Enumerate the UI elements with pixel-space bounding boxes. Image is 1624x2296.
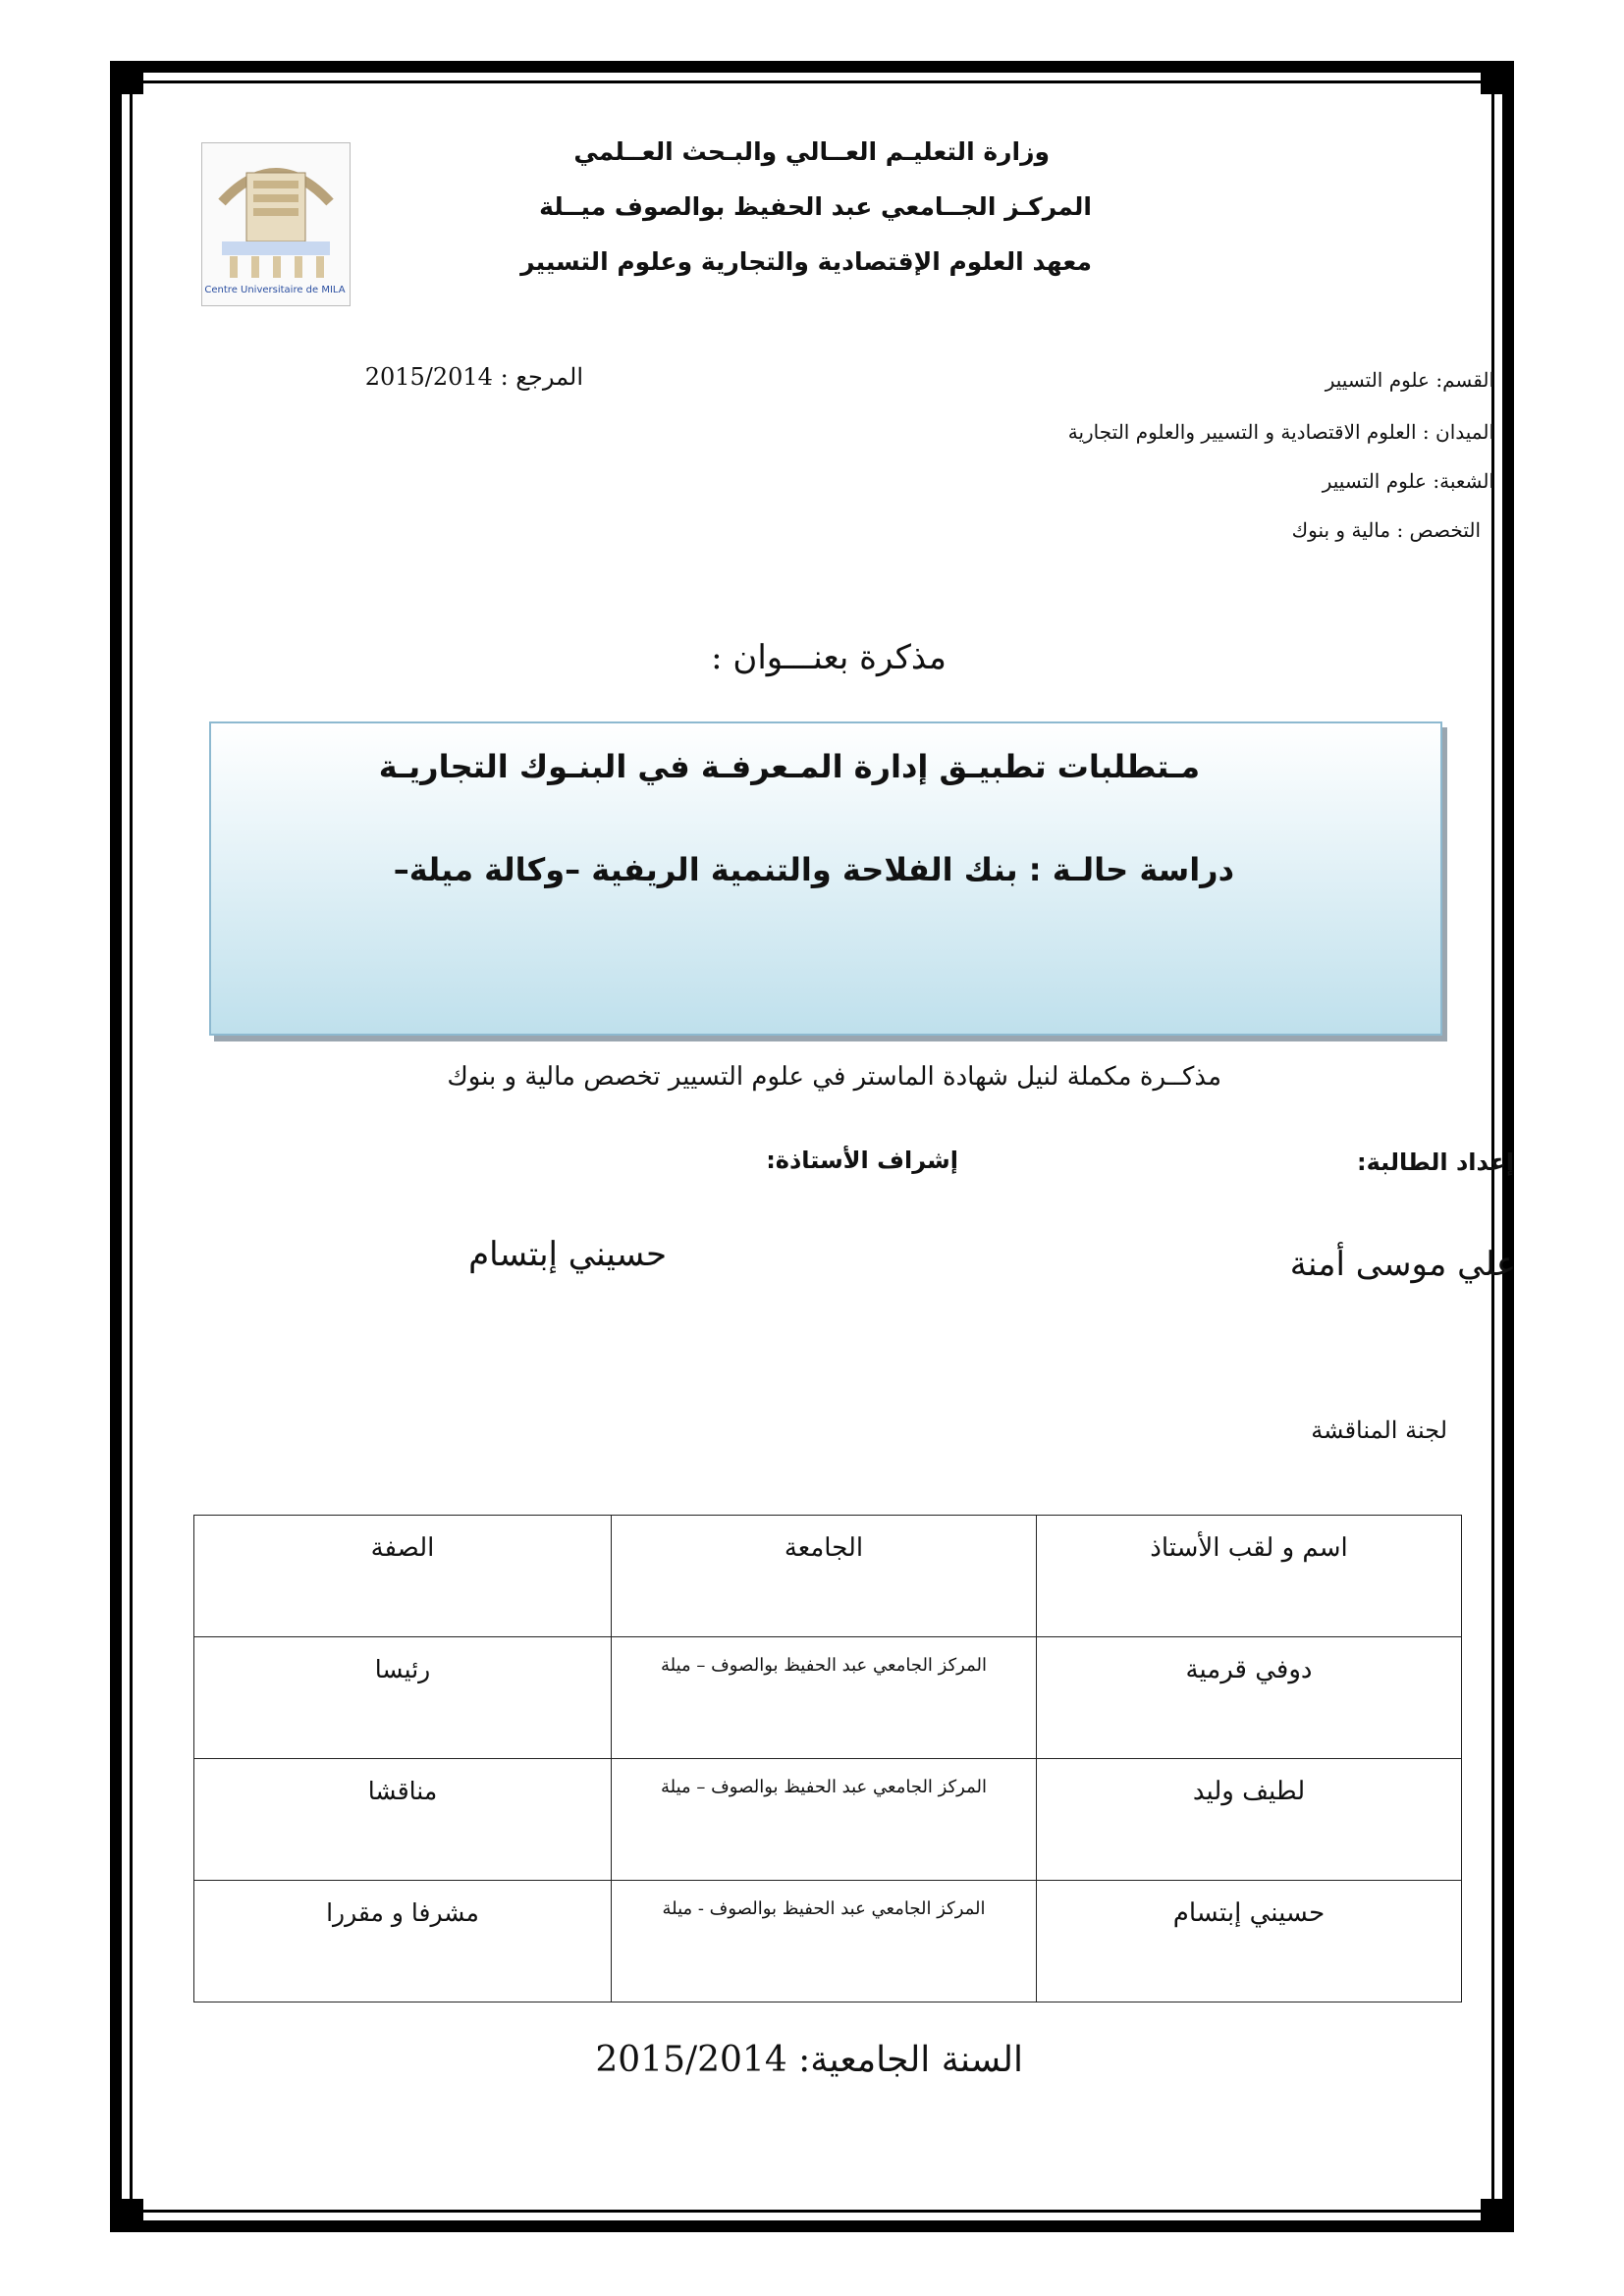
branch: الشعبة: علوم التسيير (1322, 469, 1494, 493)
member-university: المركز الجامعي عبد الحفيظ بوالصوف – ميلة (612, 1637, 1037, 1759)
university-logo (201, 142, 351, 306)
specialty: التخصص : مالية و بنوك (1291, 518, 1481, 542)
academic-year: السنة الجامعية: 2015/2014 (595, 2040, 1023, 2080)
border-corner (110, 2199, 143, 2232)
border-corner (110, 61, 143, 94)
institute-name: معهد العلوم الإقتصادية والتجارية وعلوم التسيير (520, 247, 1092, 276)
thesis-title-box (209, 721, 1442, 1036)
ministry-name: وزارة التعليـم العــالي والبـحث العــلمي (573, 137, 1050, 166)
member-role: مشرفا و مقررا (194, 1881, 612, 2002)
member-role: مناقشا (194, 1759, 612, 1881)
field: الميدان : العلوم الاقتصادية و التسيير والعلوم التجارية (1067, 420, 1494, 444)
member-name: لطيف وليد (1037, 1759, 1462, 1881)
thesis-label: مذكرة بعنـــوان : (711, 638, 947, 677)
table-row (194, 1881, 1462, 2002)
reference: المرجع : 2015/2014 (364, 363, 583, 391)
student-label: إعداد الطالبة: (1357, 1148, 1514, 1176)
border-corner (1481, 2199, 1514, 2232)
border-corner (1481, 61, 1514, 94)
member-name: حسيني إبتسام (1037, 1881, 1462, 2002)
student-name: علي موسى أمنة (1289, 1245, 1516, 1284)
header-name: اسم و لقب الأستاذ (1037, 1516, 1462, 1637)
table-row (194, 1637, 1462, 1759)
logo-caption: Centre Universitaire de MILA (204, 285, 346, 295)
committee-label: لجنة المناقشة (1311, 1416, 1447, 1444)
thesis-description: مذكــرة مكملة لنيل شهادة الماستر في علوم التسيير تخصص مالية و بنوك (447, 1062, 1221, 1092)
table-header-row (194, 1516, 1462, 1637)
supervisor-name: حسيني إبتسام (468, 1235, 667, 1274)
table-row (194, 1759, 1462, 1881)
header-university: الجامعة (612, 1516, 1037, 1637)
member-university: المركز الجامعي عبد الحفيظ بوالصوف – ميلة (612, 1759, 1037, 1881)
case-study-title: دراسة حالـة : بنك الفلاحة والتنمية الريفية –وكالة ميلة– (393, 851, 1234, 888)
header-role: الصفة (194, 1516, 612, 1637)
thesis-title: مـتطلبات تطبيـق إدارة المـعرفـة في البنـوك التجاريـة (378, 748, 1200, 785)
member-role: رئيسا (194, 1637, 612, 1759)
member-university: المركز الجامعي عبد الحفيظ بوالصوف - ميلة (612, 1881, 1037, 2002)
supervisor-label: إشراف الأستاذة: (766, 1147, 958, 1174)
department: القسم: علوم التسيير (1325, 368, 1494, 392)
committee-table (193, 1515, 1462, 2002)
center-name: المركـز الجــامعي عبد الحفيظ بوالصوف ميــلة (539, 192, 1092, 221)
member-name: دوفي قرمية (1037, 1637, 1462, 1759)
